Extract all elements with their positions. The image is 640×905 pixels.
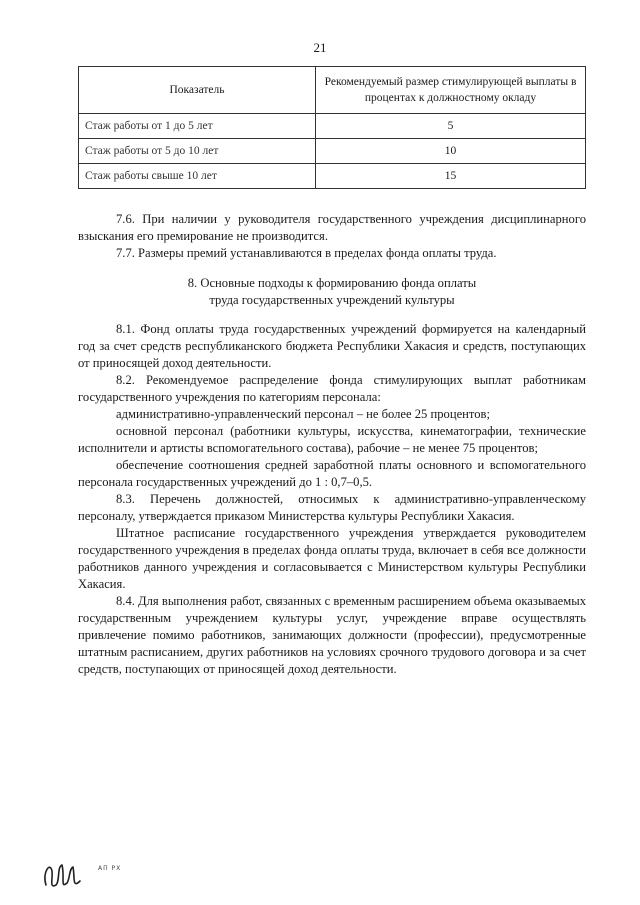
section-8-heading-line2: труда государственных учреждений культуры (209, 293, 455, 307)
paragraph-8-2-ratio: обеспечение соотношения средней заработной платы основного и вспомогательного персонала государственных учреждений до 1 : 0,7–0,5. (78, 458, 586, 489)
table-row (79, 114, 586, 139)
archive-stamp: АП РХ (98, 865, 122, 872)
paragraph-7-7: 7.7. Размеры премий устанавливаются в пределах фонда оплаты труда. (116, 246, 497, 260)
paragraph-8-2: 8.2. Рекомендуемое распределение фонда стимулирующих выплат работникам государственного учреждения по категориям персонала: (78, 373, 586, 404)
table-cell-value: 15 (316, 164, 586, 189)
table-header-indicator: Показатель (79, 67, 316, 114)
handwritten-initials (40, 855, 90, 900)
table-header-row (79, 67, 586, 114)
page-number: 21 (313, 40, 327, 55)
table-row (79, 164, 586, 189)
paragraph-8-2-admin: административно-управленческий персонал – не более 25 процентов; (116, 407, 490, 421)
document-body (78, 211, 586, 678)
table-cell-label: Стаж работы свыше 10 лет (79, 164, 316, 189)
table-cell-value: 5 (316, 114, 586, 139)
paragraph-8-2-main: основной персонал (работники культуры, искусства, кинематографии, технические исполнители и артисты вспомогательного состава), рабочие – не менее 75 процентов; (78, 424, 586, 455)
table-cell-label: Стаж работы от 5 до 10 лет (79, 139, 316, 164)
table-row (79, 139, 586, 164)
paragraph-8-3: 8.3. Перечень должностей, относимых к административно-управленческому персоналу, утверждается приказом Министерства культуры Республики Хакасия. (78, 492, 586, 523)
paragraph-7-6: 7.6. При наличии у руководителя государственного учреждения дисциплинарного взыскания его премирование не производится. (78, 212, 586, 243)
table-cell-label: Стаж работы от 1 до 5 лет (79, 114, 316, 139)
paragraph-8-4: 8.4. Для выполнения работ, связанных с временным расширением объема оказываемых государственным учреждением культуры услуг, учреждение вправе осуществлять привлечение помимо работников, занимающих должности (профессии), предусмотренные штатным расписанием, других работников на условиях срочного трудового договора и за счет средств, поступающих от приносящей доход деятельности. (78, 594, 586, 676)
paragraph-8-3-staff: Штатное расписание государственного учреждения утверждается руководителем государственного учреждения в пределах фонда оплаты труда, включает в себя все должности работников данного учреждения и согласовывается с Министерством культуры Республики Хакасия. (78, 526, 586, 591)
paragraph-8-1: 8.1. Фонд оплаты труда государственных учреждений формируется на календарный год за счет средств республиканского бюджета Республики Хакасия и средств, поступающих от приносящей доход деятельности. (78, 322, 586, 370)
stimulus-table (78, 66, 586, 189)
section-8-heading (78, 275, 586, 309)
section-8-heading-line1: 8. Основные подходы к формированию фонда оплаты (187, 276, 477, 290)
table-header-payment-size: Рекомендуемый размер стимулирующей выплаты в процентах к должностному окладу (316, 67, 586, 114)
table-cell-value: 10 (316, 139, 586, 164)
